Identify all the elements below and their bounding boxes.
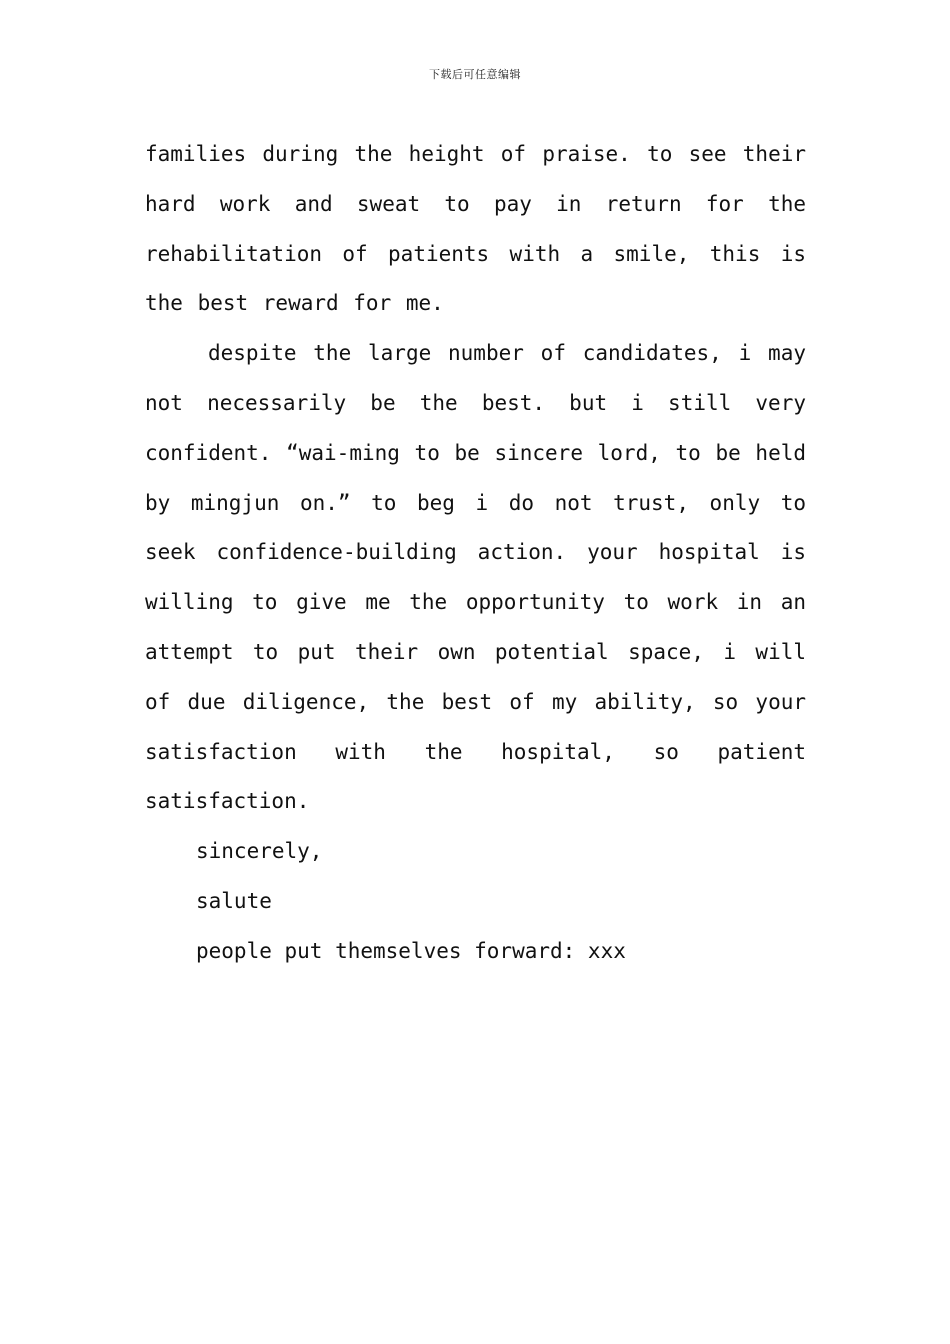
paragraph-confidence: despite the large number of candidates, i may not necessarily be the best. but i still very confident. “wai-ming to be sincere lord, to be held by mingjun on.” to beg i do not trust, only to seek confidence-building action. your hospital is willing to give me the opportunity to work in an attempt to put their own potential space, i will of due diligence, the best of my ability, so your satisfaction with the hospital, so patient satisfaction. bbox=[145, 341, 806, 814]
closing-salute: salute bbox=[196, 888, 272, 913]
paragraph-continuation: families during the height of praise. to see their hard work and sweat to pay in return for the rehabilitation of patients with a smile, this is the best reward for me. bbox=[145, 142, 806, 316]
page-header: 下载后可任意编辑 bbox=[429, 68, 521, 81]
closing-sincerely: sincerely, bbox=[196, 839, 323, 864]
letter-body bbox=[145, 130, 806, 977]
closing-signature: people put themselves forward: xxx bbox=[196, 938, 626, 963]
